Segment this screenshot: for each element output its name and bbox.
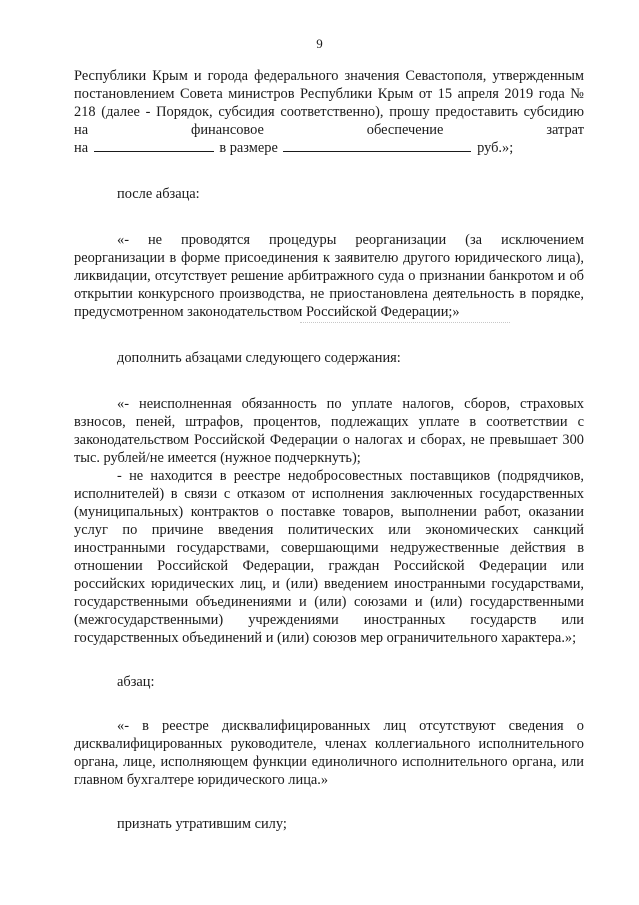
blank-purpose (94, 139, 214, 152)
quote-tax-obligation: «- неисполненная обязанность по уплате налогов, сборов, страховых взносов, пеней, штрафов, процентов, подлежащих уплате в соответствии с законодательством Российской Федерации о налогах и сборах, не превышает 300 тыс. рублей/не имеется (нужное подчеркнуть); (74, 396, 584, 466)
scan-artifact-line (300, 322, 510, 323)
label-after-paragraph: после абзаца: (117, 186, 200, 202)
paragraph-request: Республики Крым и города федерального значения Севастополя, утвержденным постановлением Совета министров Республики Крым от 15 апреля 2019 года № 218 (далее - Порядок, субсидия соответственно), прошу предоставить субсидию на финансовое обеспечение затрат (74, 68, 584, 138)
text-na: на (74, 140, 89, 156)
text-rub: руб.»; (477, 140, 514, 156)
quote-disqualified: «- в реестре дисквалифицированных лиц отсутствуют сведения о дисквалифицированных руководителе, членах коллегиального исполнительного органа, лице, исполняющем функции единоличного исполнительного органа, или главном бухгалтере юридического лица.» (74, 718, 584, 788)
quote-unfair-suppliers: - не находится в реестре недобросовестных поставщиков (подрядчиков, исполнителей) в связи с отказом от исполнения заключенных государственных (муниципальных) контрактов о поставке товаров, выполнении работ, оказании услуг по причине введения политических или экономических санкций иностранными государствами, совершающими недружественные действия в отношении Российской Федерации, граждан Российской Федерации или российских юридических лиц, и (или) введением иностранными государствами, государственными объединениями и (или) союзами и (или) государственными (межгосударственными) учреждениями иностранных государств или государственных объединений и (или) союзов мер ограничительного характера.»; (74, 468, 584, 646)
quote-reorganization: «- не проводятся процедуры реорганизации (за исключением реорганизации в форме присоединения к заявителю другого юридического лица), ликвидации, отсутствует решение арбитражного суда о признании банкротом и об открытии конкурсного производства, не приостановлена деятельность в порядке, предусмотренном законодательством Российской Федерации;» (74, 232, 584, 320)
document-body (74, 67, 584, 833)
page-number: 9 (316, 36, 323, 51)
paragraph-request-tail (74, 139, 584, 157)
label-paragraph: абзац: (117, 674, 155, 690)
blank-amount (283, 139, 471, 152)
text-v-razmere: в размере (219, 140, 278, 156)
label-repeal: признать утратившим силу; (117, 816, 287, 832)
label-supplement: дополнить абзацами следующего содержания: (117, 350, 401, 366)
